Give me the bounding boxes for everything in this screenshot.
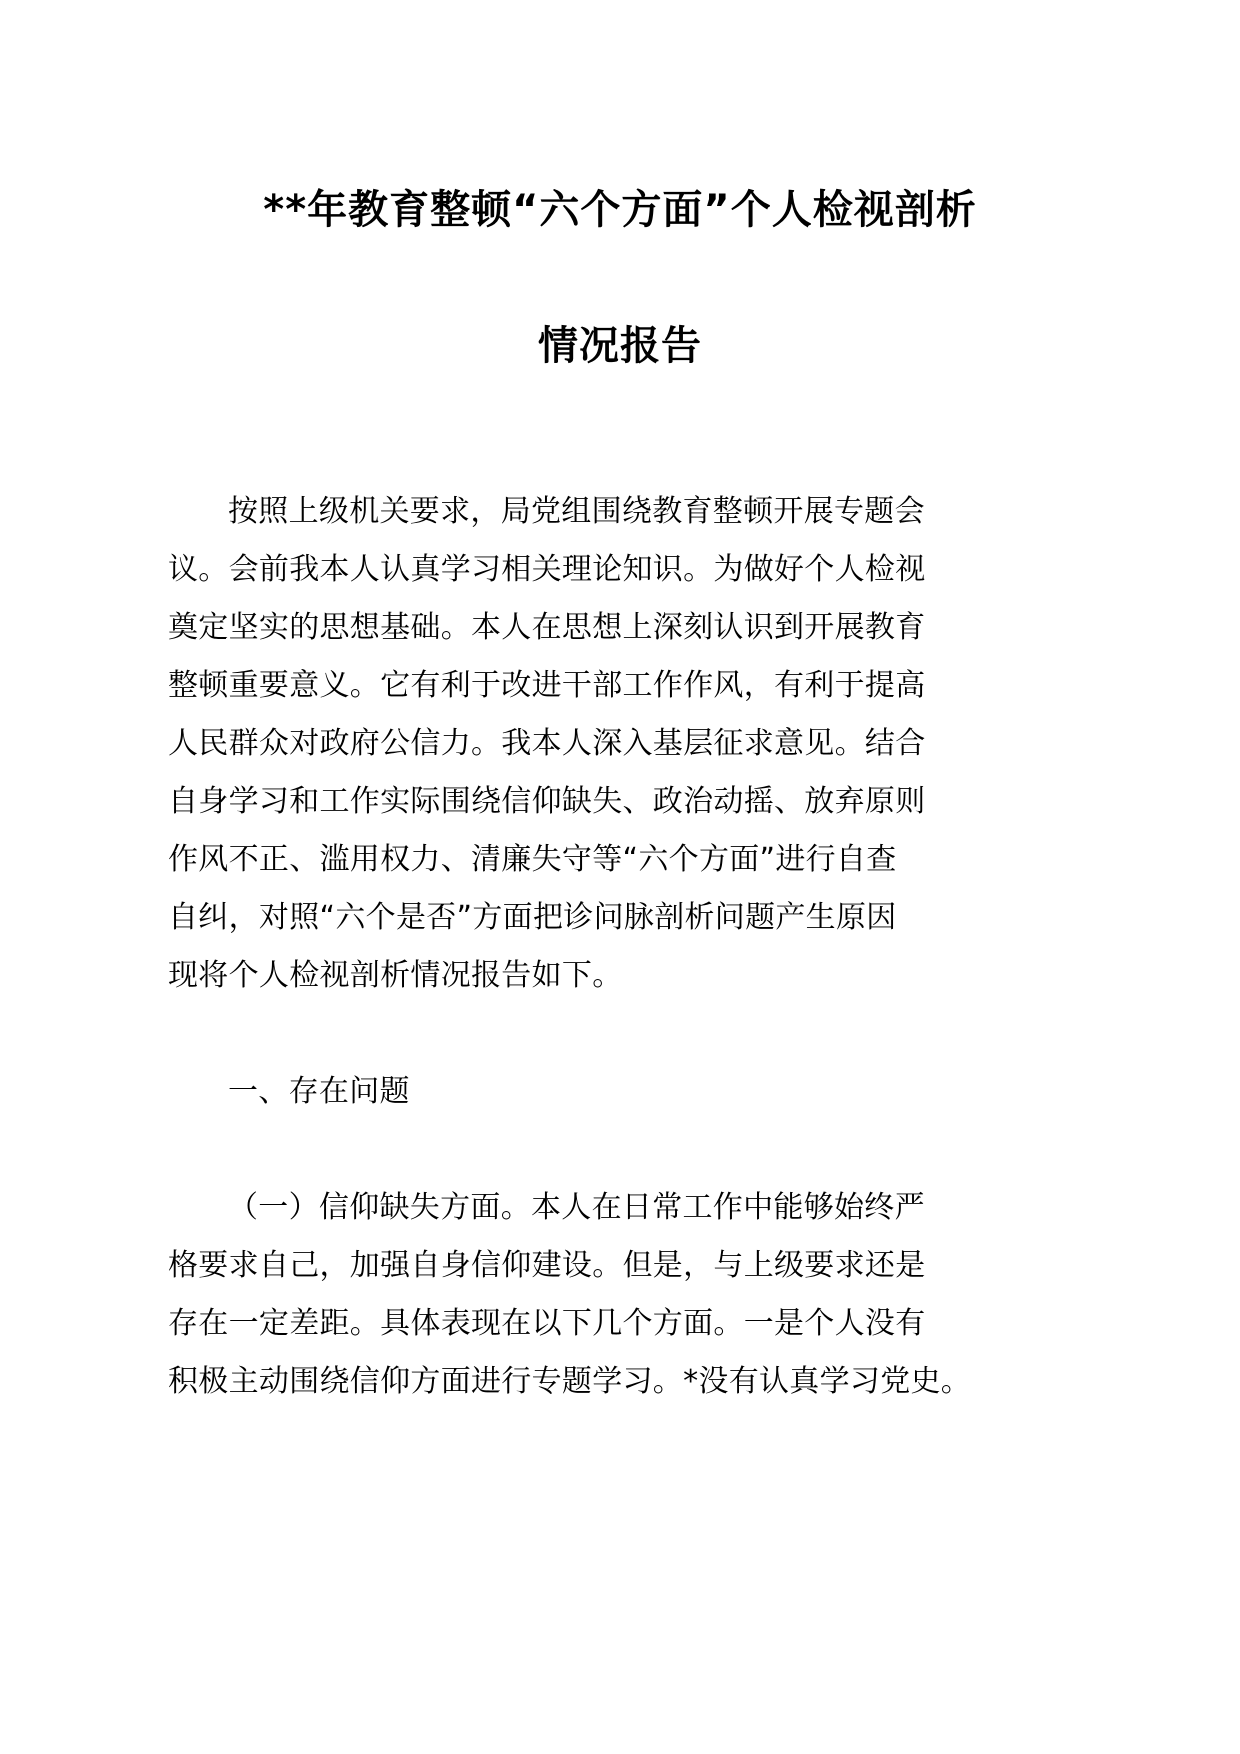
document-title-line-2: 情况报告 xyxy=(538,323,702,369)
paragraph-line: 整顿重要意义。它有利于改进干部工作作风，有利于提高 xyxy=(168,668,926,703)
paragraph-line: 奠定坚实的思想基础。本人在思想上深刻认识到开展教育 xyxy=(168,610,926,645)
paragraph-line: 议。会前我本人认真学习相关理论知识。为做好个人检视 xyxy=(168,552,926,587)
paragraph-line: 按照上级机关要求，局党组围绕教育整顿开展专题会 xyxy=(228,494,925,529)
paragraph-line: （一）信仰缺失方面。本人在日常工作中能够始终严 xyxy=(228,1190,925,1225)
paragraph-line: 自身学习和工作实际围绕信仰缺失、政治动摇、放弃原则 xyxy=(168,784,926,819)
paragraph-line: 现将个人检视剖析情况报告如下。 xyxy=(168,958,623,993)
paragraph-line: 作风不正、滥用权力、清廉失守等“六个方面”进行自查 xyxy=(168,842,897,877)
paragraph-line: 格要求自己，加强自身信仰建设。但是，与上级要求还是 xyxy=(168,1248,926,1283)
paragraph-line: 存在一定差距。具体表现在以下几个方面。一是个人没有 xyxy=(168,1306,926,1341)
section-heading: 一、存在问题 xyxy=(228,1074,410,1109)
paragraph-line: 自纠，对照“六个是否”方面把诊问脉剖析问题产生原因 xyxy=(168,900,897,935)
paragraph-line: 积极主动围绕信仰方面进行专题学习。*没有认真学习党史。 xyxy=(168,1364,972,1399)
paragraph-line: 人民群众对政府公信力。我本人深入基层征求意见。结合 xyxy=(168,726,926,761)
document-title-line-1: **年教育整顿“六个方面”个人检视剖析 xyxy=(263,187,977,233)
